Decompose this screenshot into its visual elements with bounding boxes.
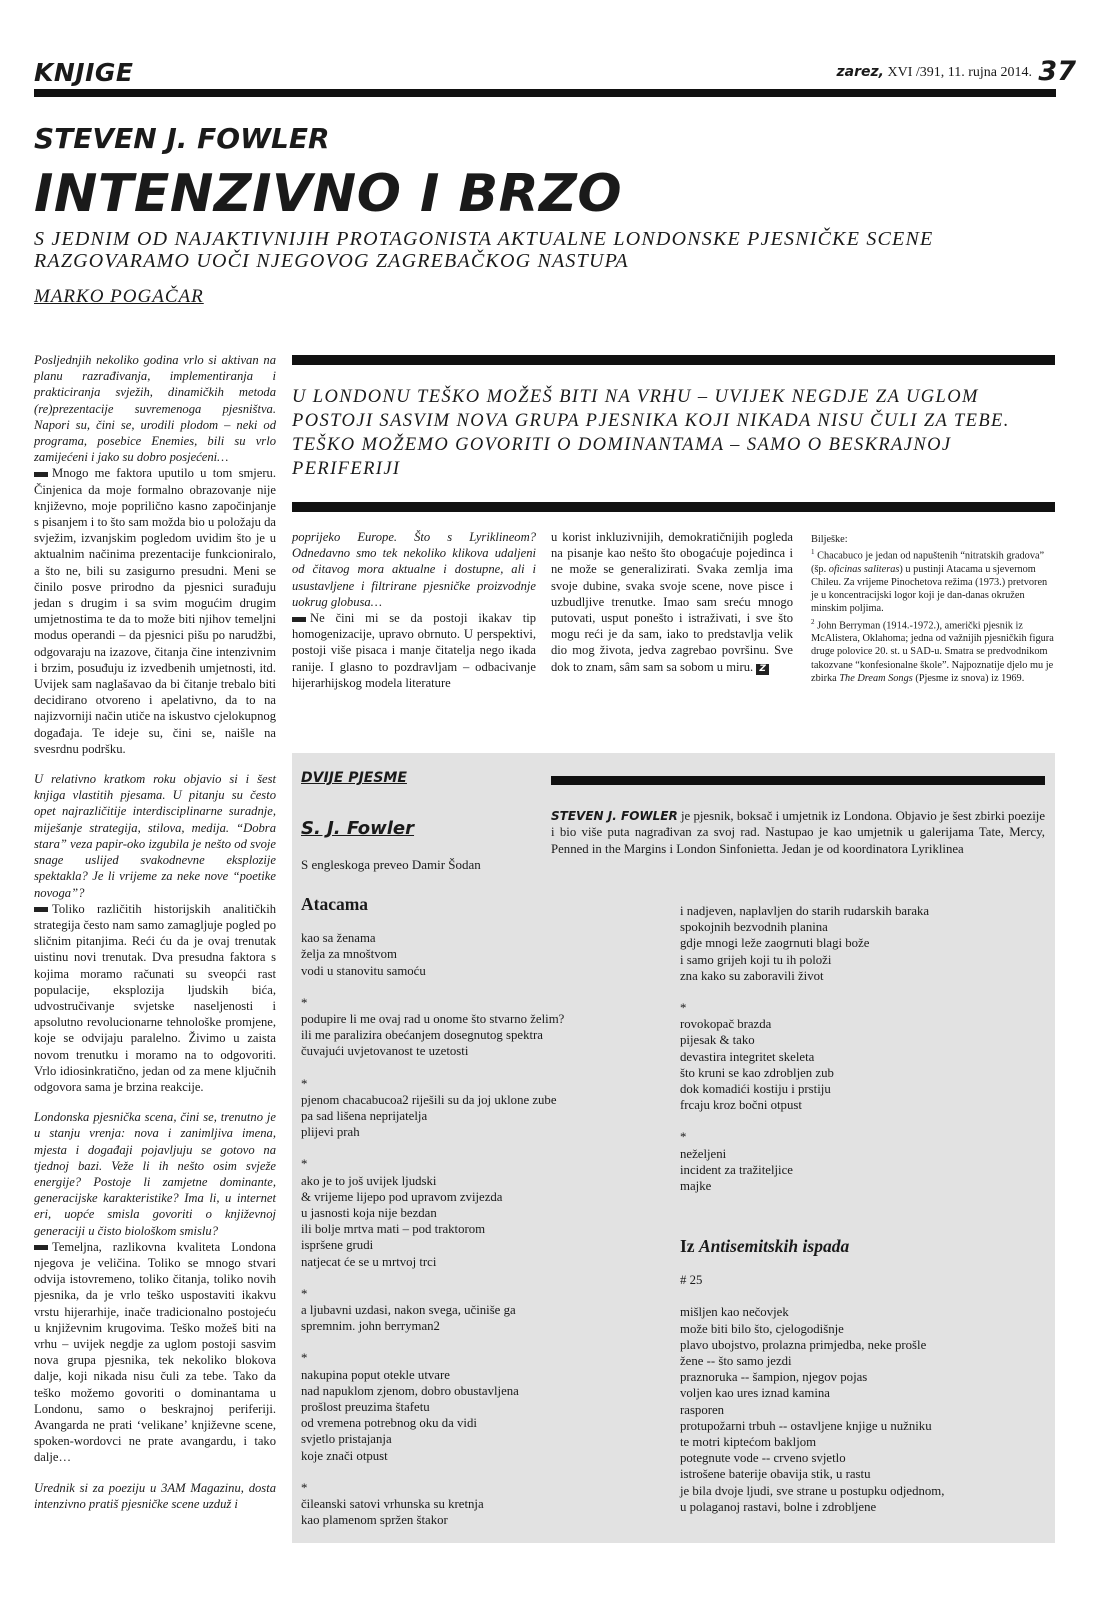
poem-line: praznoruka -- šampion, njegov pojas xyxy=(680,1370,868,1385)
footnote-italic: The Dream Songs xyxy=(839,672,913,684)
footnote-mark: 1 xyxy=(811,548,815,557)
poem-stanza xyxy=(680,1129,1050,1194)
bio-name: STEVEN J. FOWLER xyxy=(551,809,678,823)
poem-line: natjecat će se u mrtvoj trci xyxy=(301,1254,437,1269)
poem-line: a ljubavni uzdasi, nakon svega, učiniše ga xyxy=(301,1303,516,1318)
section-title: KNJIGE xyxy=(34,58,134,87)
footnote-text: John Berryman (1914.-1972.), američki pjesnik iz McAlistera, Oklahoma; jedna od važnijih pjesničkih figura druge polovice 20. st. u SAD-u. Smatra se predvodnikom takozvane “konfesionalne škole”. Najpoznatije djelo mu je zbirka xyxy=(811,620,1054,684)
poem-line: * xyxy=(680,1130,687,1145)
pull-quote: U LONDONU TEŠKO MOŽEŠ BITI NA VRHU – UVIJEK NEGDJE ZA UGLOM POSTOJI SASVIM NOVA GRUPA PJESNIKA KOJI NIKADA NISU ČULI ZA TEBE. TEŠKO MOŽEMO GOVORITI O DOMINANTAMA – SAMO O BESKRAJNOJ PERIFERIJI xyxy=(292,387,1010,479)
poem-line: * xyxy=(301,1157,308,1172)
poem-title: Atacama xyxy=(301,894,369,914)
answer-dash-icon xyxy=(34,907,48,912)
poem-line: može biti bilo što, cjelogodišnje xyxy=(680,1321,844,1336)
poem-line: * xyxy=(301,1076,308,1091)
poem-line: gdje mnogi leže zaogrnuti blagi bože xyxy=(680,936,870,951)
interview-question: poprijeko Europe. Što s Lyriklineom? Odnedavno smo tek nekoliko klikova udaljeni od čitavog mora aktualne i dostupne, ali i usustavljene i filtrirane pjesničke proizvodnje uokrug globusa… xyxy=(292,530,536,609)
interview-question: U relativno kratkom roku objavio si i šest knjiga vlastitih pjesama. U pitanju su često opet najrazličitije interdisciplinarne suradnje, miješanje strategija, stilova, medija. “Dobra stara” veza papir-oko izgubila je nešto od svoje snage uslijed svakodnevne eksplozije spektakla? Je li vrijeme za neke nove “poetike novoga”? xyxy=(34,772,276,900)
poem-line: kao plamenom spržen štakor xyxy=(301,1513,448,1528)
stanza-gap xyxy=(301,1334,631,1350)
stanza-gap xyxy=(301,1060,631,1076)
footnote-text: (Pjesme iz snova) iz 1969. xyxy=(915,672,1025,684)
poem-line: spremnim. john berryman2 xyxy=(301,1319,440,1334)
poem-line: prošlost preuzima štafetu xyxy=(301,1400,430,1415)
poem-line: & vrijeme lijepo pod upravom zvijezda xyxy=(301,1189,503,1204)
poem-line: devastira integritet skeleta xyxy=(680,1049,815,1064)
poem-line: zna kako su zaboravili život xyxy=(680,968,824,983)
footnote-text: ) u pustinji Atacama u sjevernom Chileu. Za vrijeme Pinochetova režima (1973.) pretvoren je u koncentracijski logor koji je dan-danas okružen minskim poljima. xyxy=(811,563,1048,615)
end-mark-icon: Z xyxy=(756,664,769,675)
poem-stanza xyxy=(680,1304,1050,1515)
poem-body xyxy=(680,903,1050,1194)
interview-answer xyxy=(34,901,276,1095)
poem-line: dok komadići kostiju i prstiju xyxy=(680,1082,831,1097)
poem-line: ili bolje mrtva mati – pod traktorom xyxy=(301,1222,486,1237)
poem-line: pjenom chacabucoa2 riješili su da joj uklone zube xyxy=(301,1092,557,1107)
answer-text: Mnogo me faktora uputilo u tom smjeru. Činjenica da moje formalno obrazovanje nije književno, moje poprilično kasno započinjanje s pisanjem i to što sam možda bio u položaju da svježim, izvanjskim pogledom uvidim što je u aktualnim načinima prezentacije funkcioniralo, a što ne, bili su zasigurno presudni. Meni se činilo posve prirodno da pjesnici surađuju jedan s drugim i sa svim mogućim drugim umjetnostima te da to može biti njihov temeljni modus operandi – da pjesnici pišu po narudžbi, odgovaraju na izazove, čitanja čine intenzivnim i brzim, posuđuju iz izvedbenih umjetnosti, itd. Uvijek sam naglašavao da bi čitanje trebalo biti decidirano otvoreno i apelativno, da to na najizvorniji način utiče na iskustvo cjelokupnog događaja. Te ideje su, čini se, naišle na svesrdnu podršku. xyxy=(34,466,276,756)
poem-title-italic: Antisemitskih ispada xyxy=(698,1236,850,1256)
stanza-gap xyxy=(301,1270,631,1286)
poem-line: ako je to još uvijek ljudski xyxy=(301,1173,437,1188)
poem-line: incident za tražiteljice xyxy=(680,1162,793,1177)
poem-line: * xyxy=(301,1286,308,1301)
footnote-italic: oficinas saliteras xyxy=(828,563,900,575)
stanza-gap xyxy=(301,979,631,995)
article-author: STEVEN J. FOWLER xyxy=(34,122,330,155)
poem-stanza xyxy=(301,930,631,979)
poem-line: ispršene grudi xyxy=(301,1238,374,1253)
answer-text: Temeljna, razlikovna kvaliteta Londona njegova je veličina. Toliko se mnogo stvari odvija istovremeno, toliko čitanja, toliko novih pjesnika, da je vrlo teško uspostaviti ikakvu vrstu hijerarhije, inače tradicionalno postojeću u književnim krugovima. Teško možeš biti na vrhu – uvijek negdje za uglom postoji sasvim nova grupa pjesnika, tek nekoliko blokova dalje, koji nikada nisu čuli za tebe. Tako da teško možemo govoriti o dominantama u Londonu, samo o beskrajnoj periferiji. Avangarda ne prati ‘velikane’ književne scene, spoken-wordovci ne prate avangardu, i tako dalje… xyxy=(34,1239,276,1465)
poem-line: želja za mnoštvom xyxy=(301,947,397,962)
interview-question: Urednik si za poeziju u 3AM Magazinu, dosta intenzivno pratiš pjesničke scene uzduž i xyxy=(34,1480,276,1511)
poem-line: nad napuklom zjenom, dobro obustavljena xyxy=(301,1383,519,1398)
issue-date: XVI /391, 11. rujna 2014. xyxy=(887,65,1032,80)
poem-line: svjetlo pristajanja xyxy=(301,1432,392,1447)
footnote-mark: 2 xyxy=(811,617,815,626)
poem-title xyxy=(680,1238,1050,1254)
interview-answer xyxy=(292,610,536,691)
poem-line: čuvajući uvjetovanost te uzetosti xyxy=(301,1044,469,1059)
stanza-gap xyxy=(680,1113,1050,1129)
footnotes-heading: Bilješke: xyxy=(811,534,848,545)
page-number: 37 xyxy=(1038,56,1076,87)
poem-line: * xyxy=(301,1480,308,1495)
poem-stanza xyxy=(301,1480,631,1529)
poem-line: ili me paralizira obećanjem dosegnutog spektra xyxy=(301,1028,543,1043)
poem-line: vodi u stanovitu samoću xyxy=(301,963,426,978)
poem-atacama-continued xyxy=(680,903,1050,1194)
poem-line: što kruni se kao zdrobljen zub xyxy=(680,1065,834,1080)
poem-line: u jasnosti koja nije bezdan xyxy=(301,1206,437,1221)
poem-title-plain: Iz xyxy=(680,1236,695,1256)
answer-dash-icon xyxy=(292,617,306,622)
poem-line: * xyxy=(301,995,308,1010)
poem-line: koje znači otpust xyxy=(301,1448,388,1463)
poem-body xyxy=(301,930,631,1528)
stanza-gap xyxy=(301,1464,631,1480)
poem-line: # 25 xyxy=(680,1273,703,1288)
article-title: INTENZIVNO I BRZO xyxy=(34,164,623,224)
poems-translator: S engleskoga preveo Damir Šodan xyxy=(301,857,481,872)
footnotes xyxy=(811,533,1055,685)
poem-line: od vremena potrebnog oku da vidi xyxy=(301,1416,477,1431)
lede-line: RAZGOVARAMO UOČI NJEGOVOG ZAGREBAČKOG NASTUPA xyxy=(34,250,629,272)
poem-line: potegnute vode -- crveno svjetlo xyxy=(680,1451,846,1466)
poem-line: plavo ubojstvo, prolazna primjedba, neke prošle xyxy=(680,1337,927,1352)
interview-answer xyxy=(34,1239,276,1466)
poem-stanza xyxy=(301,995,631,1060)
footnote-1 xyxy=(811,546,1055,615)
poem-line: spokojnih bezvodnih planina xyxy=(680,920,828,935)
poems-box-rule xyxy=(551,776,1045,785)
article-column-3 xyxy=(551,529,793,675)
header-rule xyxy=(34,89,1056,97)
poem-line: * xyxy=(680,1001,687,1016)
issue-info xyxy=(837,64,1033,81)
poem-stanza xyxy=(301,1350,631,1463)
poem-stanza xyxy=(301,1286,631,1335)
interview-answer xyxy=(551,529,793,675)
poem-antisemitski-ispadi xyxy=(680,1238,1050,1515)
poem-line: pa sad lišena neprijatelja xyxy=(301,1109,428,1124)
interview-answer xyxy=(34,465,276,757)
article-lede xyxy=(34,228,1034,272)
poem-stanza xyxy=(680,1000,1050,1113)
answer-text: Toliko različitih historijskih analitičkih strategija često nam samo zamagljuje pogled po sličnim pitanjima. Reći ću da je ovaj trenutak uistinu novi trenutak. Dva presudna faktora s kojima moramo računati su sveopći rast populacije, eksplozija ljudskih bića, udvostručivanje svjetske naseljenosti i apsolutno revolucionarne tehnološke promjene, koje se odvijaju paralelno. Živimo u zaista novom trenutku i moramo na to odgovoriti. Vrlo idiosinkratično, jedan od za mene ključnih odgovora sama je brzina reakcije. xyxy=(34,901,276,1094)
poem-line: mišljen kao nečovjek xyxy=(680,1305,789,1320)
answer-text: u korist inkluzivnijih, demokratičnijih pogleda na pisanje kao nešto što obogaćuje pojedinca i ne može se generalizirati. Svaka zemlja ima svoje dubine, svaka svoje scene, nove pisce i uzbudljive trenutke. Imao sam sreću mnogo putovati, usput ponešto i istraživati, i sve što mogu reći je da sam, iako to predstavlja velik dio mog života, jedva zagrebao površinu. Sve dok to znam, sâm sam sa sobom u miru. xyxy=(551,530,793,674)
poem-line: podupire li me ovaj rad u onome što stvarno želim? xyxy=(301,1012,565,1027)
poem-line: * xyxy=(301,1351,308,1366)
stanza-gap xyxy=(680,1288,1050,1304)
poems-box-label: DVIJE PJESME xyxy=(301,770,407,786)
poem-line: i samo grijeh koji tu ih položi xyxy=(680,952,832,967)
poem-line: rovokopač brazda xyxy=(680,1017,772,1032)
poem-line: rasporen xyxy=(680,1402,725,1417)
poem-line: nakupina poput otekle utvare xyxy=(301,1367,450,1382)
poem-line: čileanski satovi vrhunska su kretnja xyxy=(301,1497,484,1512)
poem-line: pijesak & tako xyxy=(680,1033,755,1048)
poem-stanza xyxy=(680,903,1050,984)
poem-line: u polaganoj rastavi, bolne i zdrobljene xyxy=(680,1499,877,1514)
magazine-name: zarez, xyxy=(836,64,884,80)
article-column-2 xyxy=(292,529,536,691)
author-bio xyxy=(551,808,1045,857)
answer-text: Ne čini mi se da postoji ikakav tip homogenizacije, upravo obrnuto. U perspektivi, postoji više pisaca i manje čitatelja nego ikada ranije. I glasno to pozdravljam – odbacivanje hijerarhijskog modela literature xyxy=(292,611,536,690)
answer-dash-icon xyxy=(34,1245,48,1250)
interview-question: Posljednjih nekoliko godina vrlo si aktivan na planu razrađivanja, implementiranja i prakticiranja svježih, dinamičkih metoda (re)prezentacije suvremenoga pjesništva. Napori su, čini se, urodili plodom – neki od programa, posebice Enemies, bili su vrlo zamijećeni i jako su dobro posjećeni… xyxy=(34,353,276,465)
answer-dash-icon xyxy=(34,472,48,477)
poem-line: kao sa ženama xyxy=(301,931,376,946)
interview-question: Londonska pjesnička scena, čini se, trenutno je u stanju vrenja: nova i zanimljiva imena, mjesta i događaji pojavljuju se gotovo na tjednoj bazi. Veže li ih nešto osim svježe energije? Postoje li zamjetne dominante, generacijske karakteristike? Ima li, u internet eri, uopće smisla govoriti o književnoj generaciji u čisto biološkom smislu? xyxy=(34,1110,276,1238)
byline: MARKO POGAČAR xyxy=(34,286,204,307)
poem-line: protupožarni trbuh -- ostavljene knjige u nužniku xyxy=(680,1418,932,1433)
poem-line: majke xyxy=(680,1179,712,1194)
poem-line: voljen kao ures iznad kamina xyxy=(680,1386,830,1401)
footnote-2 xyxy=(811,616,1055,685)
poem-line: je bila dvoje ljudi, sve strane u postupku odjednom, xyxy=(680,1483,945,1498)
poem-line: te motri kiptećom bakljom xyxy=(680,1435,817,1450)
lede-line: S JEDNIM OD NAJAKTIVNIJIH PROTAGONISTA AKTUALNE LONDONSKE PJESNIČKE SCENE xyxy=(34,228,934,250)
stanza-gap xyxy=(301,1140,631,1156)
pull-quote-rule-top xyxy=(292,355,1055,365)
stanza-gap xyxy=(680,984,1050,1000)
poem-line: istrošene baterije obavija stik, u rastu xyxy=(680,1467,871,1482)
bio-text: je pjesnik, boksač i umjetnik iz Londona. Objavio je šest zbirki poezije i bio više puta nagrađivan za svoj rad. Nastupao je kao umjetnik u galerijama Tate, Mercy, Penned in the Margins i London Sinfonietta. Jedan je od koordinatora Lyriklinea xyxy=(551,809,1045,856)
poem-body xyxy=(680,1272,1050,1515)
poem-stanza xyxy=(301,1156,631,1269)
poem-line: žene -- što samo jezdi xyxy=(680,1354,792,1369)
poem-line: frcaju kroz bočni otpust xyxy=(680,1098,802,1113)
poem-line: neželjeni xyxy=(680,1146,727,1161)
pull-quote-rule-bottom xyxy=(292,502,1055,512)
poem-line: plijevi prah xyxy=(301,1125,360,1140)
poem-atacama xyxy=(301,896,631,1529)
poem-line: i nadjeven, naplavljen do starih rudarskih baraka xyxy=(680,904,930,918)
poem-stanza xyxy=(301,1076,631,1141)
footnote-text: Chacabuco je jedan od napuštenih “nitratskih gradova” (šp. xyxy=(811,550,1045,575)
article-column-1 xyxy=(34,352,276,1512)
poem-stanza xyxy=(680,1272,1050,1288)
poems-author: S. J. Fowler xyxy=(301,818,415,839)
